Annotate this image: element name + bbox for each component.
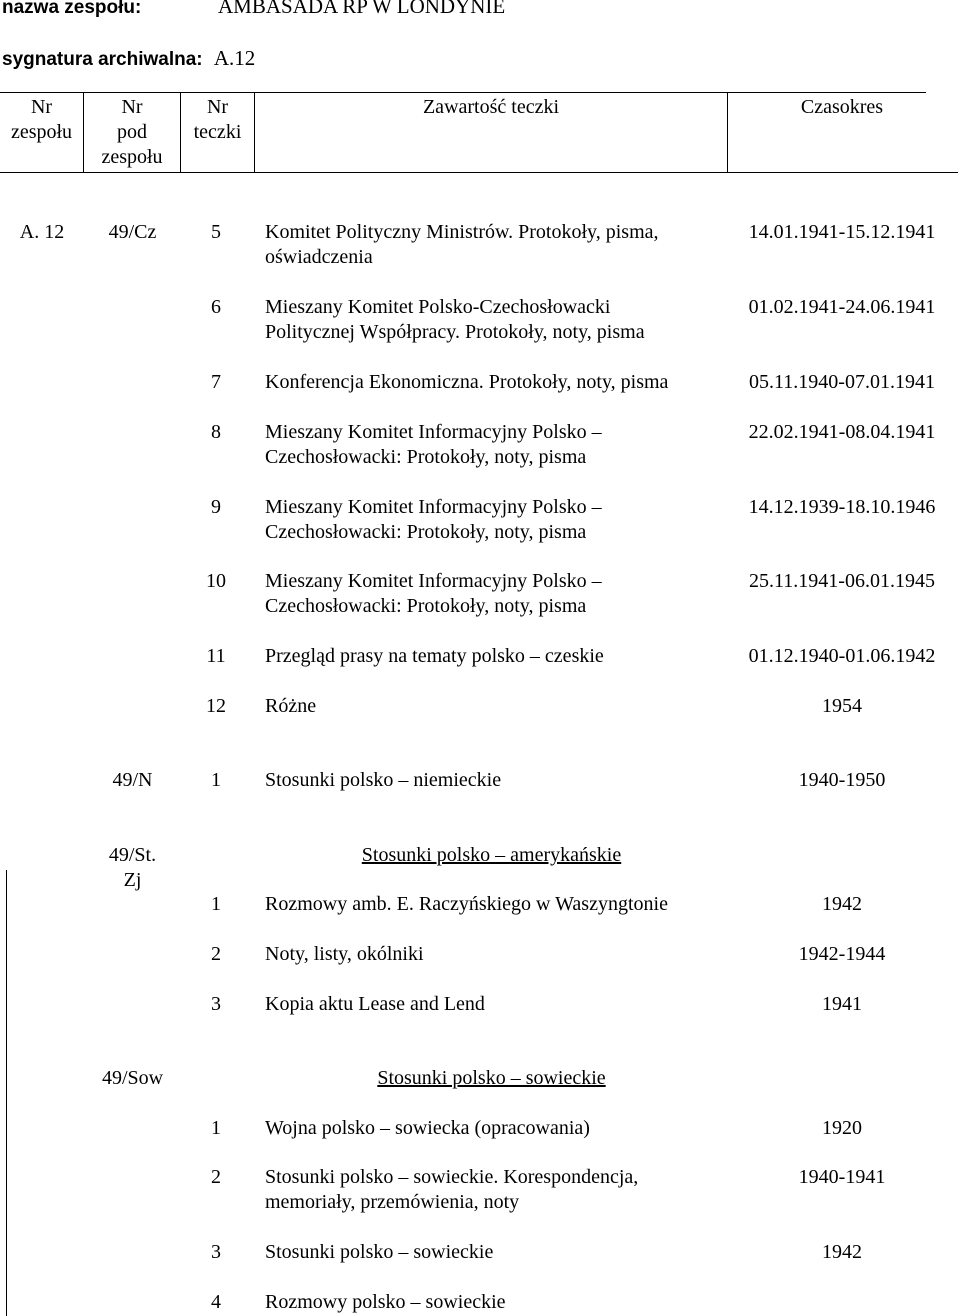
description-line: Rozmowy polsko – sowieckie (265, 1291, 506, 1313)
cell-date-range: 1920 (822, 1117, 862, 1139)
cell-description (265, 295, 645, 345)
description-line: Mieszany Komitet Informacyjny Polsko – (265, 421, 602, 443)
cell-description (265, 370, 668, 395)
section-heading (255, 843, 728, 868)
cell-date-range: 05.11.1940-07.01.1941 (749, 371, 935, 393)
cell-date-range: 1954 (822, 695, 862, 717)
description-line: Przegląd prasy na tematy polsko – czeskie (265, 645, 604, 667)
description-line: oświadczenia (265, 246, 373, 268)
cell-date-range: 1942 (822, 1241, 862, 1263)
cell-nr-teczki: 1 (211, 769, 221, 791)
left-margin-line (6, 870, 7, 1316)
collection-name-line (2, 0, 506, 19)
cell-nr-teczki: 8 (211, 421, 221, 443)
description-line: Stosunki polsko – sowieckie (265, 1241, 494, 1263)
archival-signature-value: A.12 (213, 46, 256, 70)
cell-date-range: 1940-1941 (798, 1166, 886, 1188)
cell-nr-teczki: 1 (211, 1117, 221, 1139)
cell-date-range: 14.01.1941-15.12.1941 (748, 221, 936, 243)
cell-description (265, 420, 602, 470)
description-line: Konferencja Ekonomiczna. Protokoły, noty, pisma (265, 371, 669, 393)
cell-zespol: A. 12 (19, 221, 65, 243)
header-bottom-rule (0, 172, 958, 173)
cell-pod-zespol (84, 843, 181, 893)
cell-description (265, 644, 604, 669)
cell-description (265, 694, 316, 719)
section-heading-text: Stosunki polsko – amerykańskie (361, 844, 622, 866)
description-line: Stosunki polsko – sowieckie. Korespondencja, (265, 1166, 639, 1188)
cell-nr-teczki: 7 (211, 371, 221, 393)
cell-nr-teczki: 4 (211, 1291, 221, 1313)
cell-description (265, 1290, 506, 1315)
cell-nr-teczki: 6 (211, 296, 221, 318)
cell-nr-teczki: 10 (206, 570, 226, 592)
cell-date-range: 25.11.1941-06.01.1945 (749, 570, 935, 592)
col-header-zawartosc: Zawartość teczki (422, 96, 560, 118)
cell-description (265, 1116, 590, 1141)
cell-description (265, 768, 501, 793)
description-line: Kopia aktu Lease and Lend (265, 993, 485, 1015)
description-line: Stosunki polsko – niemieckie (265, 769, 502, 791)
cell-nr-teczki: 3 (211, 993, 221, 1015)
cell-nr-teczki: 2 (211, 943, 221, 965)
cell-date-range: 14.12.1939-18.10.1946 (748, 496, 936, 518)
description-line: Rozmowy amb. E. Raczyńskiego w Waszyngtonie (265, 893, 668, 915)
description-line: Czechosłowacki: Protokoły, noty, pisma (265, 521, 587, 543)
cell-pod-zespol: 49/Cz (108, 221, 157, 243)
cell-date-range: 1941 (822, 993, 862, 1015)
col-header-nr-pod-zespolu (84, 95, 180, 170)
cell-date-range: 01.12.1940-01.06.1942 (748, 645, 936, 667)
col-header-nr-zespolu (0, 95, 83, 145)
cell-description (265, 220, 659, 270)
cell-nr-teczki: 2 (211, 1166, 221, 1188)
collection-name-value: AMBASADA RP W LONDYNIE (218, 0, 506, 18)
description-line: Politycznej Współpracy. Protokoły, noty, pisma (265, 321, 645, 343)
col-header-nr-teczki (181, 95, 254, 145)
cell-nr-teczki: 3 (211, 1241, 221, 1263)
description-line: Wojna polsko – sowiecka (opracowania) (265, 1117, 590, 1139)
description-line: Czechosłowacki: Protokoły, noty, pisma (265, 595, 587, 617)
cell-pod-zespol: 49/N (112, 769, 153, 791)
table-top-rule (0, 92, 926, 93)
description-line: Mieszany Komitet Informacyjny Polsko – (265, 496, 602, 518)
pod-zespol-text: 49/St. Zj (108, 844, 157, 891)
col-header-text: teczki (193, 121, 242, 143)
description-line: Mieszany Komitet Polsko-Czechosłowacki (265, 296, 611, 318)
archival-signature-line (2, 46, 255, 71)
col-header-text: Nr (121, 96, 143, 118)
cell-nr-teczki: 9 (211, 496, 221, 518)
description-line: Noty, listy, okólniki (265, 943, 424, 965)
col-header-text: Nr (30, 96, 53, 118)
cell-description (265, 1165, 638, 1215)
section-heading-text: Stosunki polsko – sowieckie (377, 1067, 606, 1089)
cell-date-range: 1940-1950 (798, 769, 886, 791)
description-line: Komitet Polityczny Ministrów. Protokoły, pisma, (265, 221, 659, 243)
col-header-text: Nr (206, 96, 229, 118)
description-line: Czechosłowacki: Protokoły, noty, pisma (265, 446, 587, 468)
cell-date-range: 1942 (822, 893, 862, 915)
archival-signature-label: sygnatura archiwalna: (2, 49, 203, 70)
col-header-text: zespołu (10, 121, 73, 143)
cell-pod-zespol: 49/Sow (101, 1067, 164, 1089)
cell-description (265, 942, 424, 967)
cell-description (265, 1240, 493, 1265)
description-line: memoriały, przemówienia, noty (265, 1191, 520, 1213)
cell-description (265, 569, 602, 619)
cell-nr-teczki: 1 (211, 893, 221, 915)
cell-nr-teczki: 11 (206, 645, 226, 667)
collection-name-label: nazwa zespołu: (2, 0, 142, 18)
section-heading (255, 1066, 728, 1091)
cell-date-range: 1942-1944 (798, 943, 886, 965)
cell-description (265, 992, 485, 1017)
description-line: Różne (265, 695, 317, 717)
cell-date-range: 22.02.1941-08.04.1941 (748, 421, 936, 443)
cell-nr-teczki: 12 (206, 695, 226, 717)
cell-description (265, 495, 602, 545)
cell-date-range: 01.02.1941-24.06.1941 (748, 296, 936, 318)
cell-nr-teczki: 5 (211, 221, 221, 243)
col-header-text: zespołu (101, 146, 163, 168)
cell-description (265, 892, 668, 917)
description-line: Mieszany Komitet Informacyjny Polsko – (265, 570, 602, 592)
col-header-text: pod (117, 121, 147, 143)
col-header-czasokres: Czasokres (800, 96, 884, 118)
